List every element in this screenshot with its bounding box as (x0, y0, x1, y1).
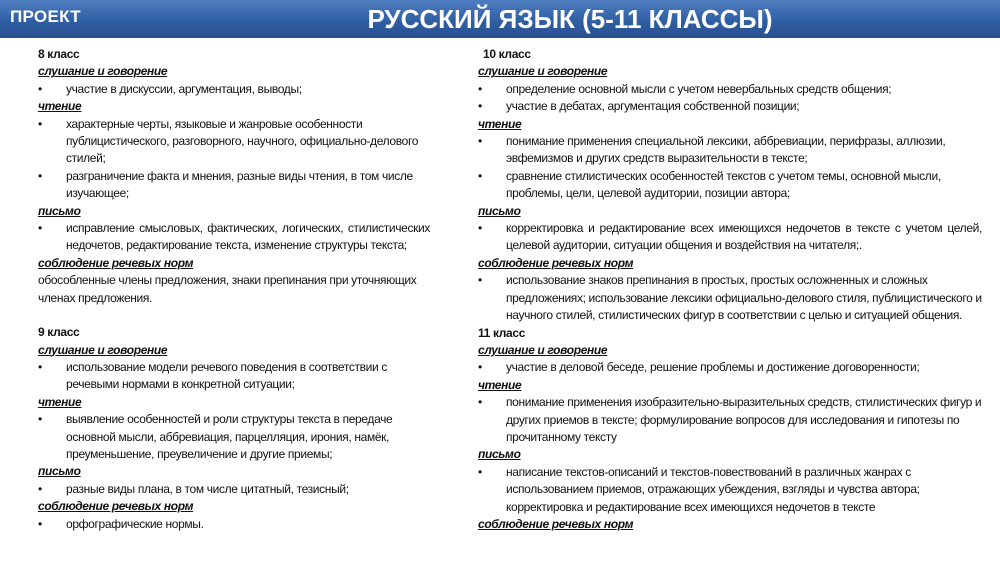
bullet-list (478, 359, 982, 376)
section-heading: чтение (38, 99, 82, 114)
paragraph: обособленные члены предложения, знаки препинания при уточняющих членах предложения. (38, 273, 417, 305)
bullet-list (38, 481, 430, 498)
section-heading: слушание и говорение (38, 64, 168, 79)
left-column (38, 46, 430, 533)
list-item: • исправление смысловых, фактических, логических, стилистических недочетов, редактирование текста, изменение структуры текста; (38, 220, 430, 255)
list-item: • написание текстов-описаний и текстов-повествований в различных жанрах с использованием приемов, отражающих убеждения, взгляды и чувства автора; корректировка и редактирование всех имеющихся недочетов в тексте (478, 464, 982, 516)
list-item: • сравнение стилистических особенностей текстов с учетом темы, основной мысли, проблемы, цели, целевой аудитории, позиции автора; (478, 168, 982, 203)
section-heading: письмо (38, 464, 81, 479)
list-item: • участие в дебатах, аргументация собственной позиции; (478, 98, 982, 115)
section-heading: письмо (38, 203, 81, 218)
grade-title: 9 класс (38, 325, 80, 340)
section-heading: соблюдение речевых норм (478, 516, 634, 531)
list-item: • определение основной мысли с учетом невербальных средств общения; (478, 81, 982, 98)
grade-8-block (38, 46, 430, 307)
grade-title: 10 класс (483, 47, 531, 61)
bullet-list (478, 81, 982, 116)
list-item: • орфографические нормы. (38, 516, 430, 533)
list-item: • разграничение факта и мнения, разные виды чтения, в том числе изучающее; (38, 168, 430, 203)
grade-10-block (478, 46, 982, 325)
section-heading: чтение (38, 394, 82, 409)
project-label: ПРОЕКТ (10, 7, 81, 26)
list-item: • понимание применения специальной лексики, аббревиации, перифразы, аллюзии, эвфемизмов и других средств выразительности в тексте; (478, 133, 982, 168)
list-item: • участие в дискуссии, аргументация, выводы; (38, 81, 430, 98)
bullet-list (38, 81, 430, 98)
list-item: • разные виды плана, в том числе цитатный, тезисный; (38, 481, 430, 498)
list-item: • понимание применения изобразительно-выразительных средств, стилистических фигур и других приемов в тексте; формулирование вопросов для исследования и гипотезы по прочитанному тексту (478, 394, 982, 446)
section-heading: соблюдение речевых норм (38, 499, 194, 514)
bullet-list (38, 116, 430, 203)
title-bar (0, 0, 1000, 38)
page-title: РУССКИЙ ЯЗЫК (5-11 КЛАССЫ) (367, 4, 773, 34)
list-item: • корректировка и редактирование всех имеющихся недочетов в тексте с учетом целей, целевой аудитории, ситуации общения и воздействия на читателя;. (478, 220, 982, 255)
bullet-list (478, 394, 982, 446)
bullet-list (38, 411, 430, 463)
section-heading: письмо (478, 447, 521, 462)
section-heading: слушание и говорение (478, 64, 608, 79)
list-item: • использование модели речевого поведения в соответствии с речевыми нормами в конкретной ситуации; (38, 359, 430, 394)
section-heading: чтение (478, 116, 522, 131)
bullet-list (478, 133, 982, 203)
grade-11-block (478, 325, 982, 534)
section-heading: слушание и говорение (38, 342, 168, 357)
section-heading: слушание и говорение (478, 342, 608, 357)
section-heading: соблюдение речевых норм (38, 255, 194, 270)
bullet-list (38, 516, 430, 533)
grade-9-block (38, 324, 430, 533)
bullet-list (478, 464, 982, 516)
right-column (478, 46, 982, 533)
list-item: • характерные черты, языковые и жанровые особенности публицистического, разговорного, научного, официально-делового стилей; (38, 116, 430, 168)
list-item: • использование знаков препинания в простых, простых осложненных и сложных предложениях; использование лексики официально-делового стиля, публицистического и научного стилей, стилистических фигур в соответствии с целью и ситуацией общения. (478, 272, 982, 324)
grade-title: 11 класс (478, 325, 526, 340)
bullet-list (478, 272, 982, 324)
list-item: • выявление особенностей и роли структуры текста в передаче основной мысли, аббревиация, парцелляция, ирония, намёк, преуменьшение, преувеличение и другие приемы; (38, 411, 430, 463)
bullet-list (38, 220, 430, 255)
bullet-list (478, 220, 982, 255)
section-heading: чтение (478, 377, 522, 392)
section-heading: письмо (478, 203, 521, 218)
list-item: • участие в деловой беседе, решение проблемы и достижение договоренности; (478, 359, 982, 376)
section-heading: соблюдение речевых норм (478, 255, 634, 270)
bullet-list (38, 359, 430, 394)
grade-title: 8 класс (38, 47, 80, 61)
